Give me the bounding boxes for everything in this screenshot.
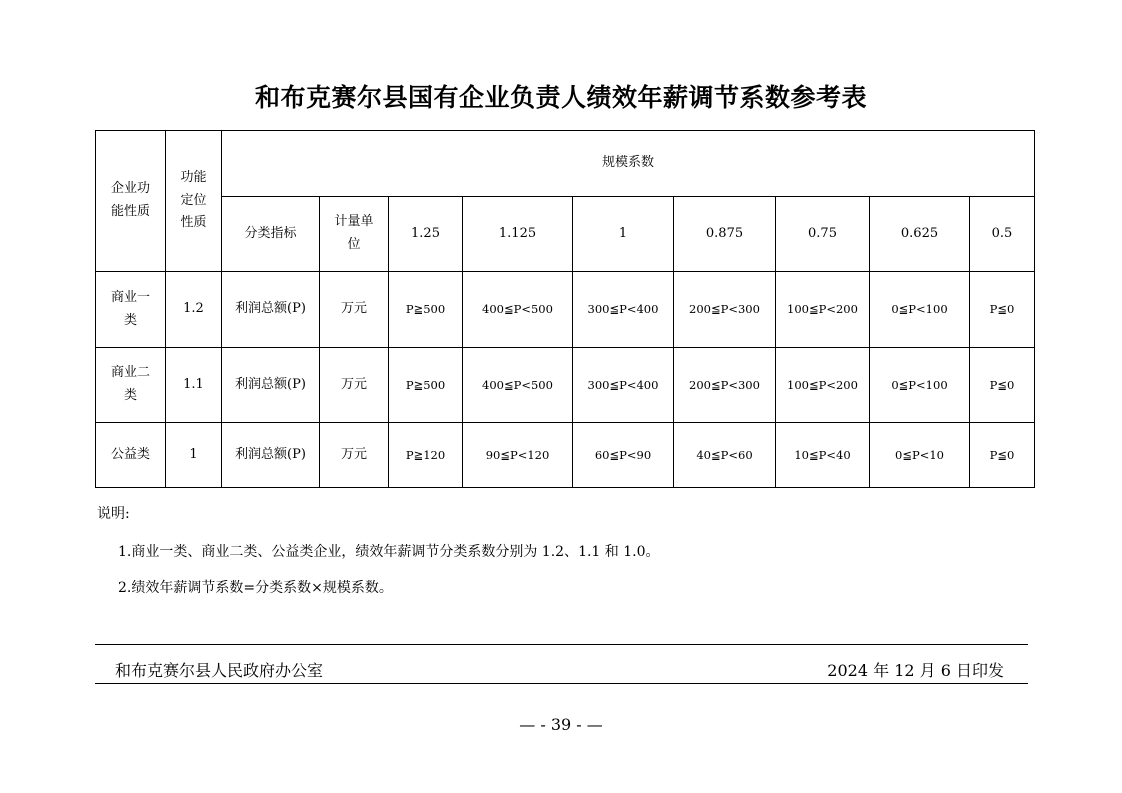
header-row-1 [96, 131, 1035, 197]
coefficient-table [95, 130, 1035, 488]
notes-heading: 说明: [97, 506, 130, 522]
header-indicator: 分类指标 [222, 197, 320, 272]
scale-value: 1.25 [389, 197, 463, 272]
scale-value: 0.625 [870, 197, 970, 272]
scale-value: 0.5 [970, 197, 1035, 272]
row-coefficient: 1.2 [166, 272, 222, 348]
range-cell: 400≦P<500 [463, 272, 573, 348]
row-unit: 万元 [320, 348, 389, 423]
range-cell: 200≦P<300 [674, 348, 776, 423]
scale-value: 1 [573, 197, 674, 272]
range-cell: 100≦P<200 [776, 272, 870, 348]
range-cell: 60≦P<90 [573, 423, 674, 488]
row-nature: 公益类 [96, 423, 166, 488]
row-coefficient: 1.1 [166, 348, 222, 423]
range-cell: 400≦P<500 [463, 348, 573, 423]
header-row-2 [96, 197, 1035, 272]
range-cell: P≦0 [970, 348, 1035, 423]
range-cell: 0≦P<100 [870, 272, 970, 348]
row-coefficient: 1 [166, 423, 222, 488]
footer-bottom-rule [95, 683, 1028, 684]
row-unit: 万元 [320, 423, 389, 488]
header-unit: 计量单 位 [320, 197, 389, 272]
range-cell: 200≦P<300 [674, 272, 776, 348]
range-cell: P≧500 [389, 272, 463, 348]
range-cell: 0≦P<10 [870, 423, 970, 488]
range-cell: P≦0 [970, 272, 1035, 348]
row-nature: 商业一 类 [96, 272, 166, 348]
scale-value: 0.75 [776, 197, 870, 272]
range-cell: 100≦P<200 [776, 348, 870, 423]
row-indicator: 利润总额(P) [222, 272, 320, 348]
range-cell: 0≦P<100 [870, 348, 970, 423]
range-cell: 300≦P<400 [573, 272, 674, 348]
range-cell: P≧500 [389, 348, 463, 423]
table-row [96, 423, 1035, 488]
table-row [96, 348, 1035, 423]
page-title: 和布克赛尔县国有企业负责人绩效年薪调节系数参考表 [254, 83, 867, 112]
note-item: 2.绩效年薪调节系数=分类系数×规模系数。 [118, 580, 393, 596]
table-row [96, 272, 1035, 348]
note-item: 1.商业一类、商业二类、公益类企业，绩效年薪调节分类系数分别为 1.2、1.1 和 1.0。 [118, 544, 660, 560]
range-cell: 40≦P<60 [674, 423, 776, 488]
footer-top-rule [95, 644, 1028, 645]
footer-issuer: 和布克赛尔县人民政府办公室 [115, 661, 324, 680]
range-cell: P≧120 [389, 423, 463, 488]
scale-value: 1.125 [463, 197, 573, 272]
row-indicator: 利润总额(P) [222, 423, 320, 488]
range-cell: 300≦P<400 [573, 348, 674, 423]
header-position: 功能 定位 性质 [166, 131, 222, 272]
header-nature: 企业功 能性质 [96, 131, 166, 272]
range-cell: P≦0 [970, 423, 1035, 488]
header-scale-coefficient: 规模系数 [222, 131, 1035, 197]
range-cell: 10≦P<40 [776, 423, 870, 488]
range-cell: 90≦P<120 [463, 423, 573, 488]
scale-value: 0.875 [674, 197, 776, 272]
row-indicator: 利润总额(P) [222, 348, 320, 423]
row-unit: 万元 [320, 272, 389, 348]
footer-print-date: 2024 年 12 月 6 日印发 [827, 661, 1004, 680]
row-nature: 商业二 类 [96, 348, 166, 423]
page-number: — - 39 - — [519, 715, 603, 734]
